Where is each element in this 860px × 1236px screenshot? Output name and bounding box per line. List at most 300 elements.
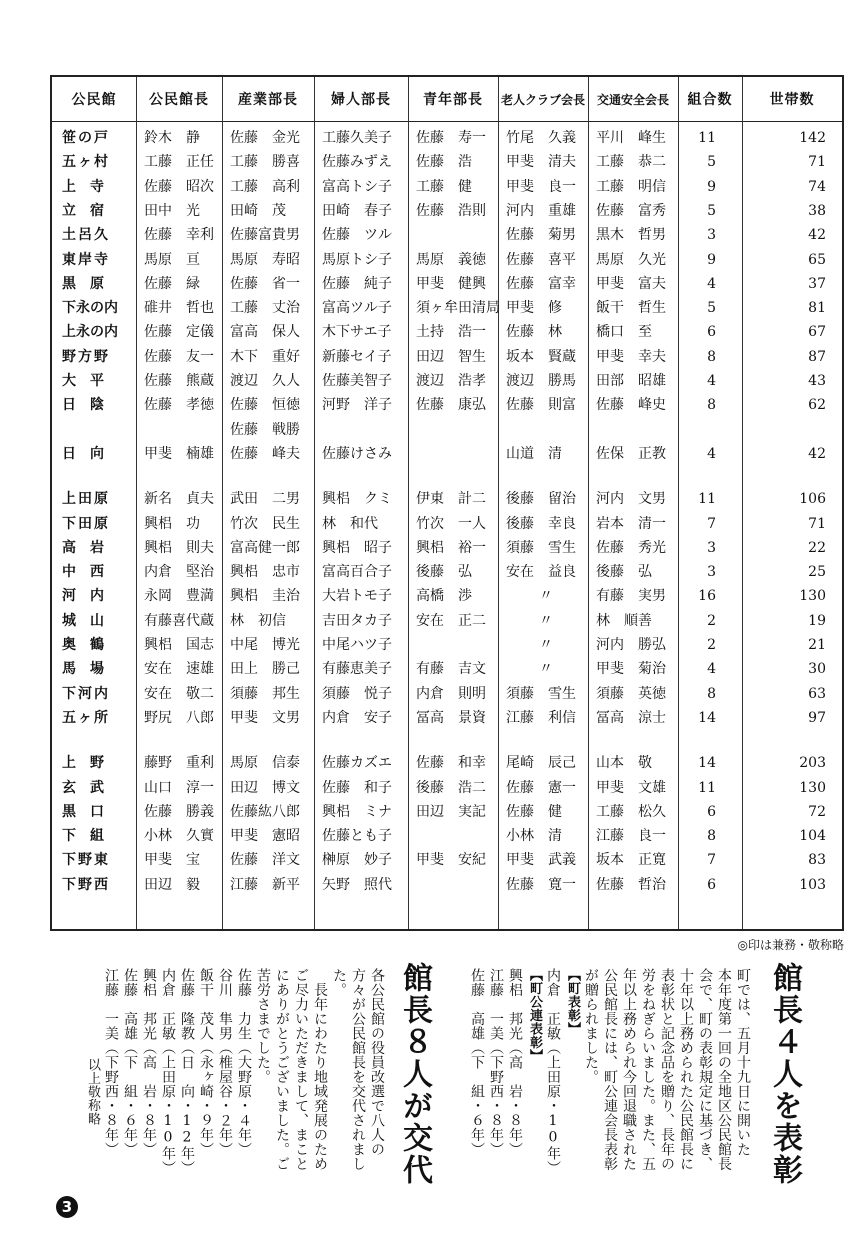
person-name: 冨高 景資	[416, 709, 486, 726]
person-name: 矢野 照代	[322, 876, 392, 893]
kumiai-count: 2	[707, 612, 716, 629]
kumiai-count: 3	[707, 564, 716, 581]
person-name: 吉田タカ子	[322, 612, 392, 629]
person-name: 山本 敬	[596, 755, 652, 772]
person-name: 佐藤 喜平	[506, 251, 576, 268]
person-name: 馬原トシ子	[322, 251, 392, 268]
retired-item: 江藤 一美（下野西・８年）	[103, 968, 119, 1157]
person-name: 工藤 明信	[596, 178, 666, 195]
kominkan-name: 笹の戸	[62, 130, 110, 146]
person-name: 興梠 圭治	[230, 588, 300, 605]
kominkan-name: 河内	[62, 588, 118, 605]
kominkan-name: 奥鶴	[62, 637, 118, 653]
person-name: 〃	[539, 661, 553, 678]
person-name: 坂本 賢蔵	[506, 348, 576, 365]
column-divider	[742, 77, 743, 929]
person-name: 甲斐 文雄	[596, 779, 666, 796]
person-name: 有藤喜代蔵	[144, 612, 214, 629]
kumiai-count: 11	[698, 491, 716, 508]
person-name: 有藤 実男	[596, 588, 666, 605]
column-divider	[588, 77, 589, 929]
setai-count: 81	[808, 300, 826, 317]
article1-line: 十年以上務められた公民館長に	[678, 968, 694, 1171]
person-name: 後藤 浩二	[416, 779, 486, 796]
person-name: 新藤セイ子	[322, 348, 392, 365]
retired-item: 佐藤 高雄（下 組・６年）	[122, 968, 138, 1157]
award-item: 江藤 一美（下野西・８年）	[488, 968, 504, 1157]
person-name: 安在 速雄	[144, 661, 214, 678]
person-name: 竹尾 久義	[506, 130, 576, 146]
person-name: 佐藤 憲一	[506, 779, 576, 796]
setai-count: 30	[808, 661, 826, 678]
kominkan-name: 五ヶ所	[62, 709, 110, 726]
person-name: 富高健一郎	[230, 539, 300, 556]
kumiai-count: 8	[707, 348, 716, 365]
person-name: 安在 益良	[506, 564, 576, 581]
person-name: 碓井 哲也	[144, 300, 214, 317]
person-name: 興梠 クミ	[322, 491, 392, 508]
kominkan-name: 土呂久	[62, 227, 110, 244]
person-name: 佐藤 哲治	[596, 876, 666, 893]
setai-count: 106	[799, 491, 826, 508]
kumiai-count: 7	[707, 515, 716, 532]
person-name: 佐藤 浩	[416, 154, 472, 171]
person-name: 須藤 邦生	[230, 685, 300, 702]
kumiai-count: 11	[698, 779, 716, 796]
person-name: 坂本 正寛	[596, 852, 666, 869]
person-name: 高橋 渉	[416, 588, 472, 605]
kominkan-name: 中西	[62, 564, 118, 581]
setai-count: 21	[808, 637, 826, 653]
person-name: 馬原 久光	[596, 251, 666, 268]
person-name: 安在 敬二	[144, 685, 214, 702]
article1-line: 表彰状と記念品を贈り、長年の	[659, 968, 675, 1171]
kominkan-name: 玄武	[62, 779, 118, 796]
footer-note: 以上敬称略	[85, 1058, 100, 1126]
person-name: 甲斐 安紀	[416, 852, 486, 869]
kominkan-name: 城山	[62, 612, 118, 629]
person-name: 佐藤 秀光	[596, 539, 666, 556]
person-name: 渡辺 久人	[230, 373, 300, 389]
header-kominkan: 公民館	[71, 92, 117, 108]
kumiai-count: 5	[707, 202, 716, 219]
person-name: 佐藤 和幸	[416, 755, 486, 772]
kominkan-name: 日陰	[62, 397, 118, 414]
person-name: 佐藤 林	[506, 324, 562, 341]
person-name: 富高 保人	[230, 324, 300, 341]
setai-count: 22	[808, 539, 826, 556]
article2-line: 方々が公民館長を交代されまし	[350, 968, 366, 1171]
person-name: 江藤 良一	[596, 828, 666, 845]
person-name: 河内 勝弘	[596, 637, 666, 653]
kumiai-count: 9	[707, 251, 716, 268]
person-name: 林 和代	[322, 515, 378, 532]
person-name: 佐藤けさみ	[322, 445, 392, 462]
person-name: 富高トシ子	[322, 178, 392, 195]
person-name: 甲斐 清夫	[506, 154, 576, 171]
person-name: 野尻 八郎	[144, 709, 214, 726]
person-name: 佐藤 純子	[322, 275, 392, 292]
article1-line: 年以上務められ今回退職された	[621, 968, 637, 1171]
person-name: 馬原 義徳	[416, 251, 486, 268]
kominkan-name: 下河内	[62, 685, 110, 702]
person-name: 大岩トモ子	[322, 588, 392, 605]
setai-count: 97	[808, 709, 826, 726]
person-name: 須藤 雪生	[506, 539, 576, 556]
person-name: 佐藤 和子	[322, 779, 392, 796]
article2-body	[66, 958, 386, 1188]
person-name: 佐藤 洋文	[230, 852, 300, 869]
person-name: 新名 貞夫	[144, 491, 214, 508]
person-name: 内倉 則明	[416, 685, 486, 702]
kominkan-name: 馬場	[62, 661, 118, 678]
person-name: 土持 浩一	[416, 324, 486, 341]
person-name: 渡辺 浩孝	[416, 373, 486, 389]
setai-count: 142	[799, 130, 826, 146]
kominkan-name: 大平	[62, 373, 118, 389]
person-name: 佐藤 戦勝	[230, 421, 300, 438]
person-name: 佐藤 ツル	[322, 227, 392, 244]
person-name: 中尾 博光	[230, 637, 300, 653]
section-label: 【町表彰】	[565, 968, 580, 1036]
person-name: 田上 勝己	[230, 661, 300, 678]
person-name: 佐藤 幸利	[144, 227, 214, 244]
kominkan-name: 五ヶ村	[62, 154, 110, 171]
person-name: 須藤 雪生	[506, 685, 576, 702]
setai-count: 19	[808, 612, 826, 629]
person-name: 黒木 哲男	[596, 227, 666, 244]
person-name: 佐藤 寛一	[506, 876, 576, 893]
kominkan-name: 上永の内	[62, 324, 118, 341]
person-name: 佐藤 峰史	[596, 397, 666, 414]
kumiai-count: 3	[707, 539, 716, 556]
person-name: 橋口 至	[596, 324, 652, 341]
kominkan-name: 下永の内	[62, 300, 118, 317]
person-name: 佐藤紘八郎	[230, 803, 300, 820]
retired-item: 佐藤 力生（大野原・４年）	[236, 968, 252, 1157]
retired-item: 飯干 茂人（永ヶ崎・９年）	[198, 968, 214, 1157]
setai-count: 83	[808, 852, 826, 869]
kominkan-name: 黒口	[62, 803, 118, 820]
officer-table	[50, 75, 844, 931]
person-name: 飯干 哲生	[596, 300, 666, 317]
setai-count: 203	[799, 755, 826, 772]
kominkan-name: 上寺	[62, 178, 118, 195]
person-name: 有藤 吉文	[416, 661, 486, 678]
setai-count: 63	[808, 685, 826, 702]
award-item: 内倉 正敏（上田原・10年）	[545, 968, 561, 1175]
person-name: 山口 淳一	[144, 779, 214, 796]
person-name: 〃	[539, 588, 553, 605]
article2-line: 各公民館の役員改選で八人の	[369, 968, 385, 1157]
person-name: 佐保 正教	[596, 445, 666, 462]
setai-count: 72	[808, 803, 826, 820]
kumiai-count: 4	[707, 373, 716, 389]
person-name: 興梠 昭子	[322, 539, 392, 556]
person-name: 富高百合子	[322, 564, 392, 581]
header-setai: 世帯数	[769, 92, 815, 108]
setai-count: 65	[808, 251, 826, 268]
person-name: 佐藤 寿一	[416, 130, 486, 146]
setai-count: 130	[799, 588, 826, 605]
person-name: 佐藤 定儀	[144, 324, 214, 341]
person-name: 河野 洋子	[322, 397, 392, 414]
setai-count: 37	[808, 275, 826, 292]
kominkan-name: 高岩	[62, 539, 118, 556]
kumiai-count: 14	[698, 709, 716, 726]
person-name: 甲斐 修	[506, 300, 562, 317]
setai-count: 38	[808, 202, 826, 219]
setai-count: 43	[808, 373, 826, 389]
retired-item: 内倉 正敏（上田原・10年）	[160, 968, 176, 1175]
kominkan-name: 下野東	[62, 852, 110, 869]
kumiai-count: 5	[707, 300, 716, 317]
person-name: 甲斐 文男	[230, 709, 300, 726]
page-number: 3	[56, 1196, 78, 1218]
kominkan-name: 上野	[62, 755, 118, 772]
setai-count: 42	[808, 227, 826, 244]
section-label: 【町公連表彰】	[527, 968, 542, 1063]
person-name: 内倉 堅治	[144, 564, 214, 581]
person-name: 木下 重好	[230, 348, 300, 365]
setai-count: 71	[808, 154, 826, 171]
person-name: 林 初信	[230, 612, 286, 629]
person-name: 須藤 悦子	[322, 685, 392, 702]
person-name: 興梠 国志	[144, 637, 214, 653]
setai-count: 74	[808, 178, 826, 195]
column-divider	[314, 77, 315, 929]
person-name: 佐藤 峰夫	[230, 445, 300, 462]
person-name: 竹次 民生	[230, 515, 300, 532]
article2-line: ご尽力いただきまして、まこと	[293, 968, 309, 1171]
person-name: 甲斐 宝	[144, 852, 200, 869]
kominkan-name: 日向	[62, 445, 118, 462]
kumiai-count: 2	[707, 637, 716, 653]
setai-count: 67	[808, 324, 826, 341]
article1-body	[469, 958, 752, 1178]
person-name: 佐藤 緑	[144, 275, 200, 292]
person-name: 佐藤 省一	[230, 275, 300, 292]
person-name: 工藤 勝喜	[230, 154, 300, 171]
person-name: 武田 二男	[230, 491, 300, 508]
person-name: 山道 清	[506, 445, 562, 462]
person-name: 興梠 忠市	[230, 564, 300, 581]
person-name: 佐藤カズエ	[322, 755, 392, 772]
person-name: 興梠 則夫	[144, 539, 214, 556]
kumiai-count: 11	[698, 130, 716, 146]
person-name: 田辺 実記	[416, 803, 486, 820]
person-name: 伊東 計二	[416, 491, 486, 508]
person-name: 須藤 英徳	[596, 685, 666, 702]
article2-line: た。	[331, 968, 347, 997]
person-name: 工藤 正任	[144, 154, 214, 171]
kominkan-name: 下組	[62, 828, 118, 845]
kumiai-count: 8	[707, 685, 716, 702]
person-name: 江藤 新平	[230, 876, 300, 893]
kumiai-count: 3	[707, 227, 716, 244]
person-name: 河内 文男	[596, 491, 666, 508]
column-divider	[408, 77, 409, 929]
person-name: 佐藤 富秀	[596, 202, 666, 219]
kumiai-count: 4	[707, 661, 716, 678]
article1-line: 会で、町の表彰規定に基づき、	[697, 968, 713, 1171]
person-name: 工藤 高利	[230, 178, 300, 195]
person-name: 尾崎 辰己	[506, 755, 576, 772]
person-name: 工藤 恭二	[596, 154, 666, 171]
award-item: 興梠 邦光（高 岩・８年）	[507, 968, 523, 1157]
person-name: 後藤 弘	[596, 564, 652, 581]
person-name: 有藤恵美子	[322, 661, 392, 678]
person-name: 佐藤 熊蔵	[144, 373, 214, 389]
person-name: 永岡 豊満	[144, 588, 214, 605]
person-name: 佐藤 孝徳	[144, 397, 214, 414]
setai-count: 104	[799, 828, 826, 845]
article1-line: 公民館長には、町公連会長表彰	[602, 968, 618, 1171]
person-name: 佐藤 昭次	[144, 178, 214, 195]
person-name: 馬原 亘	[144, 251, 200, 268]
kominkan-name: 野方野	[62, 348, 110, 365]
person-name: 後藤 幸良	[506, 515, 576, 532]
person-name: 佐藤 恒徳	[230, 397, 300, 414]
person-name: 佐藤 健	[506, 803, 562, 820]
article1-line: が贈られました。	[583, 968, 599, 1084]
person-name: 田中 光	[144, 202, 200, 219]
article2-line: にありがとうございました。ご	[274, 968, 290, 1171]
person-name: 工藤 松久	[596, 803, 666, 820]
kumiai-count: 4	[707, 445, 716, 462]
person-name: 藤野 重利	[144, 755, 214, 772]
person-name: 工藤 健	[416, 178, 472, 195]
award-item: 佐藤 高雄（下 組・６年）	[469, 968, 485, 1157]
column-divider	[222, 77, 223, 929]
person-name: 工藤 丈治	[230, 300, 300, 317]
kumiai-count: 6	[707, 876, 716, 893]
article1-line: 本年度第一回の全地区公民館長	[716, 968, 732, 1171]
setai-count: 62	[808, 397, 826, 414]
person-name: 佐藤 浩則	[416, 202, 486, 219]
person-name: 平川 峰生	[596, 130, 666, 146]
person-name: 佐藤 金光	[230, 130, 300, 146]
person-name: 甲斐 楠雄	[144, 445, 214, 462]
person-name: 〃	[539, 612, 553, 629]
kumiai-count: 8	[707, 828, 716, 845]
person-name: 河内 重雄	[506, 202, 576, 219]
person-name: 〃	[539, 637, 553, 653]
person-name: 佐藤 富幸	[506, 275, 576, 292]
person-name: 田辺 智生	[416, 348, 486, 365]
person-name: 冨高 涼士	[596, 709, 666, 726]
person-name: 渡辺 勝馬	[506, 373, 576, 389]
person-name: 小林 清	[506, 828, 562, 845]
retired-item: 佐藤 隆教（日 向・12年）	[179, 968, 195, 1175]
table-note: ◎印は兼務・敬称略	[737, 938, 844, 952]
person-name: 佐藤 菊男	[506, 227, 576, 244]
person-name: 小林 久實	[144, 828, 214, 845]
header-kumiai: 組合数	[687, 92, 733, 108]
person-name: 佐藤美智子	[322, 373, 392, 389]
header-fujin: 婦人部長	[331, 92, 391, 108]
retired-item: 興梠 邦光（高 岩・８年）	[141, 968, 157, 1157]
header-kancho: 公民館長	[149, 92, 209, 108]
person-name: 佐藤 則富	[506, 397, 576, 414]
person-name: 興梠 裕一	[416, 539, 486, 556]
setai-count: 71	[808, 515, 826, 532]
person-name: 興梠 ミナ	[322, 803, 392, 820]
header-sangyo: 産業部長	[238, 92, 298, 108]
header-divider	[52, 121, 842, 122]
person-name: 佐藤 友一	[144, 348, 214, 365]
kominkan-name: 東岸寺	[62, 251, 110, 268]
person-name: 佐藤 康弘	[416, 397, 486, 414]
kumiai-count: 14	[698, 755, 716, 772]
person-name: 江藤 利信	[506, 709, 576, 726]
setai-count: 25	[808, 564, 826, 581]
person-name: 後藤 弘	[416, 564, 472, 581]
person-name: 後藤 留治	[506, 491, 576, 508]
person-name: 甲斐 健興	[416, 275, 486, 292]
person-name: 岩本 清一	[596, 515, 666, 532]
setai-count: 42	[808, 445, 826, 462]
kumiai-count: 4	[707, 275, 716, 292]
person-name: 木下サエ子	[322, 324, 392, 341]
person-name: 佐藤とも子	[322, 828, 392, 845]
kumiai-count: 5	[707, 154, 716, 171]
person-name: 須ヶ牟田清局	[416, 300, 500, 317]
kumiai-count: 8	[707, 397, 716, 414]
person-name: 榊原 妙子	[322, 852, 392, 869]
kominkan-name: 下野西	[62, 876, 110, 893]
person-name: 佐藤富貴男	[230, 227, 300, 244]
person-name: 工藤久美子	[322, 130, 392, 146]
person-name: 甲斐 憲昭	[230, 828, 300, 845]
person-name: 田崎 春子	[322, 202, 392, 219]
person-name: 安在 正二	[416, 612, 486, 629]
person-name: 馬原 信泰	[230, 755, 300, 772]
person-name: 甲斐 武義	[506, 852, 576, 869]
article1-line: 労をねぎらいました。また、五	[640, 968, 656, 1171]
setai-count: 103	[799, 876, 826, 893]
person-name: 甲斐 菊治	[596, 661, 666, 678]
kumiai-count: 9	[707, 178, 716, 195]
person-name: 林 順善	[596, 612, 652, 629]
kominkan-name: 上田原	[62, 491, 110, 508]
retired-item: 谷川 隼男（椎屋谷・２年）	[217, 968, 233, 1157]
kumiai-count: 6	[707, 324, 716, 341]
article2-line: 長年にわたり地域発展のため	[312, 968, 328, 1171]
setai-count: 87	[808, 348, 826, 365]
person-name: 田部 昭雄	[596, 373, 666, 389]
person-name: 甲斐 良一	[506, 178, 576, 195]
article1-headline: 館長４人を表彰	[767, 962, 802, 1186]
column-divider	[498, 77, 499, 929]
article2-headline: 館長８人が交代	[397, 962, 432, 1186]
header-rojin: 老人クラブ会長	[500, 92, 585, 107]
kumiai-count: 7	[707, 852, 716, 869]
setai-count: 130	[799, 779, 826, 796]
person-name: 田辺 博文	[230, 779, 300, 796]
kumiai-count: 16	[698, 588, 716, 605]
article1-line: 町では、五月十九日に開いた	[735, 968, 751, 1157]
person-name: 佐藤 勝義	[144, 803, 214, 820]
person-name: 甲斐 富夫	[596, 275, 666, 292]
person-name: 富高ツル子	[322, 300, 392, 317]
kominkan-name: 黒原	[62, 275, 118, 292]
header-kotsu: 交通安全会長	[596, 92, 669, 107]
person-name: 鈴木 静	[144, 130, 200, 146]
article2-line: 苦労さまでした。	[255, 968, 271, 1084]
header-seinen: 青年部長	[423, 92, 483, 108]
person-name: 田崎 茂	[230, 202, 286, 219]
